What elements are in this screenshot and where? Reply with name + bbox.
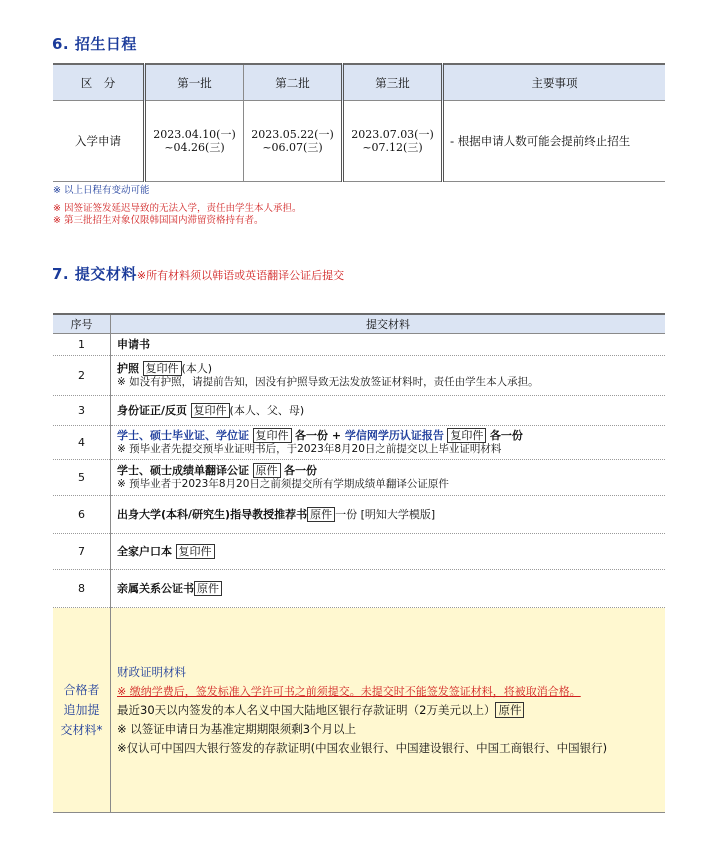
material-row-3: [53, 396, 665, 426]
material-subnote: ※ 预毕业者于2023年8月20日之前须提交所有学期成绩单翻译公证原件: [117, 477, 449, 490]
material-copy-type: 原件: [194, 581, 222, 596]
schedule-header-row: [53, 64, 665, 101]
material-desc: [111, 534, 666, 570]
material-note: (本人): [181, 362, 213, 375]
material-row-5: [53, 460, 665, 496]
material-num: 2: [53, 356, 111, 396]
material-name: 申请书: [111, 334, 666, 356]
material-name: 亲属关系公证书: [117, 581, 194, 595]
final-line1: [117, 701, 659, 720]
material-row-2: [53, 356, 665, 396]
schedule-header-batch3: 第三批: [343, 64, 443, 101]
schedule-row-label: 入学申请: [53, 101, 145, 182]
material-name: 学士、硕士毕业证、学位证: [117, 429, 249, 442]
material-num: 4: [53, 426, 111, 460]
schedule-notes: [53, 185, 301, 228]
materials-header-row: [53, 314, 665, 334]
material-subnote: ※ 如没有护照，请提前告知，因没有护照导致无法发放签证材料时，责任由学生本人承担。: [117, 375, 539, 388]
material-copy-type: 复印件: [176, 544, 215, 559]
material-note: 各一份: [284, 464, 317, 477]
final-heading: 财政证明材料: [117, 664, 186, 679]
material-row-7: [53, 534, 665, 570]
batch1-start: 2023.04.10(一): [153, 128, 236, 141]
schedule-note-3: ※ 第三批招生对象仅限韩国国内滞留资格持有者。: [53, 215, 264, 226]
final-label: [53, 608, 111, 813]
material-copy-type: 原件: [307, 507, 335, 522]
material-num: 6: [53, 496, 111, 534]
material-name-2: 学信网学历认证报告: [344, 429, 444, 442]
material-note: 一份 [明知大学模版]: [335, 507, 436, 521]
batch2-end: ~06.07(三): [262, 141, 323, 154]
material-name: 身份证正/反页: [117, 403, 188, 417]
batch3-end: ~07.12(三): [362, 141, 423, 154]
batch1-end: ~04.26(三): [164, 141, 225, 154]
schedule-note-2: ※ 因签证签发延迟导致的无法入学，责任由学生本人承担。: [53, 202, 302, 214]
section-title-materials: [52, 263, 344, 284]
materials-header-items: 提交材料: [111, 314, 666, 334]
material-row-1: [53, 334, 665, 356]
material-desc: [111, 426, 666, 460]
material-name: 护照: [117, 362, 139, 375]
final-warning: ※ 缴纳学费后，签发标准入学许可书之前须提交。未提交时不能签发签证材料，将被取消合格。: [117, 684, 581, 698]
schedule-note-1: ※ 以上日程有变动可能: [53, 185, 150, 196]
section-title-schedule: 6. 招生日程: [52, 35, 137, 53]
batch3-start: 2023.07.03(一): [351, 128, 434, 141]
material-note: 各一份 +: [295, 429, 345, 442]
material-desc: [111, 570, 666, 608]
schedule-batch2-dates: [244, 101, 343, 182]
final-desc: [111, 608, 666, 813]
material-num: 8: [53, 570, 111, 608]
schedule-header-notes: 主要事项: [443, 64, 666, 101]
material-copy-type-2: 复印件: [447, 428, 486, 443]
material-row-final: [53, 608, 665, 813]
schedule-header-batch1: 第一批: [145, 64, 244, 101]
materials-table: [53, 313, 665, 813]
material-num: 7: [53, 534, 111, 570]
schedule-table: [53, 63, 665, 182]
schedule-batch1-dates: [145, 101, 244, 182]
final-line2: ※ 以签证申请日为基准定期期限须剩3个月以上: [117, 721, 357, 736]
material-note: (本人、父、母): [229, 403, 305, 417]
schedule-batch3-dates: [343, 101, 443, 182]
schedule-header-category: 区 分: [53, 64, 145, 101]
final-line1-text: 最近30天以内签发的本人名义中国大陆地区银行存款证明（2万美元以上）: [117, 702, 496, 717]
materials-title-text: 7. 提交材料: [52, 265, 137, 283]
batch2-start: 2023.05.22(一): [251, 128, 334, 141]
material-note-2: 各一份: [489, 429, 523, 442]
material-copy-type: 复印件: [143, 361, 182, 376]
material-name: 学士、硕士成绩单翻译公证: [117, 464, 249, 477]
materials-header-num: 序号: [53, 314, 111, 334]
material-copy-type: 复印件: [253, 428, 292, 443]
material-num: 1: [53, 334, 111, 356]
final-copy-type: 原件: [495, 702, 524, 718]
material-copy-type: 原件: [253, 463, 281, 478]
schedule-header-batch2: 第二批: [244, 64, 343, 101]
material-row-6: [53, 496, 665, 534]
schedule-row: [53, 101, 665, 182]
material-row-8: [53, 570, 665, 608]
material-name: 出身大学(本科/研究生)指导教授推荐书: [117, 507, 308, 521]
material-name: 全家户口本: [117, 544, 172, 558]
final-label-text: 合格者追加提交材料*: [60, 683, 103, 737]
material-desc: [111, 496, 666, 534]
material-copy-type: 复印件: [191, 403, 230, 418]
final-line3: ※仅认可中国四大银行签发的存款证明(中国农业银行、中国建设银行、中国工商银行、中国银行): [117, 740, 608, 755]
material-row-4: [53, 426, 665, 460]
schedule-main-note: - 根据申请人数可能会提前终止招生: [443, 101, 666, 182]
material-num: 5: [53, 460, 111, 496]
material-num: 3: [53, 396, 111, 426]
material-subnote: ※ 预毕业者先提交预毕业证明书后，于2023年8月20日之前提交以上毕业证明材料: [117, 442, 502, 455]
material-desc: [111, 396, 666, 426]
materials-title-note: ※所有材料须以韩语或英语翻译公证后提交: [136, 269, 345, 282]
material-desc: [111, 356, 666, 396]
material-desc: [111, 460, 666, 496]
